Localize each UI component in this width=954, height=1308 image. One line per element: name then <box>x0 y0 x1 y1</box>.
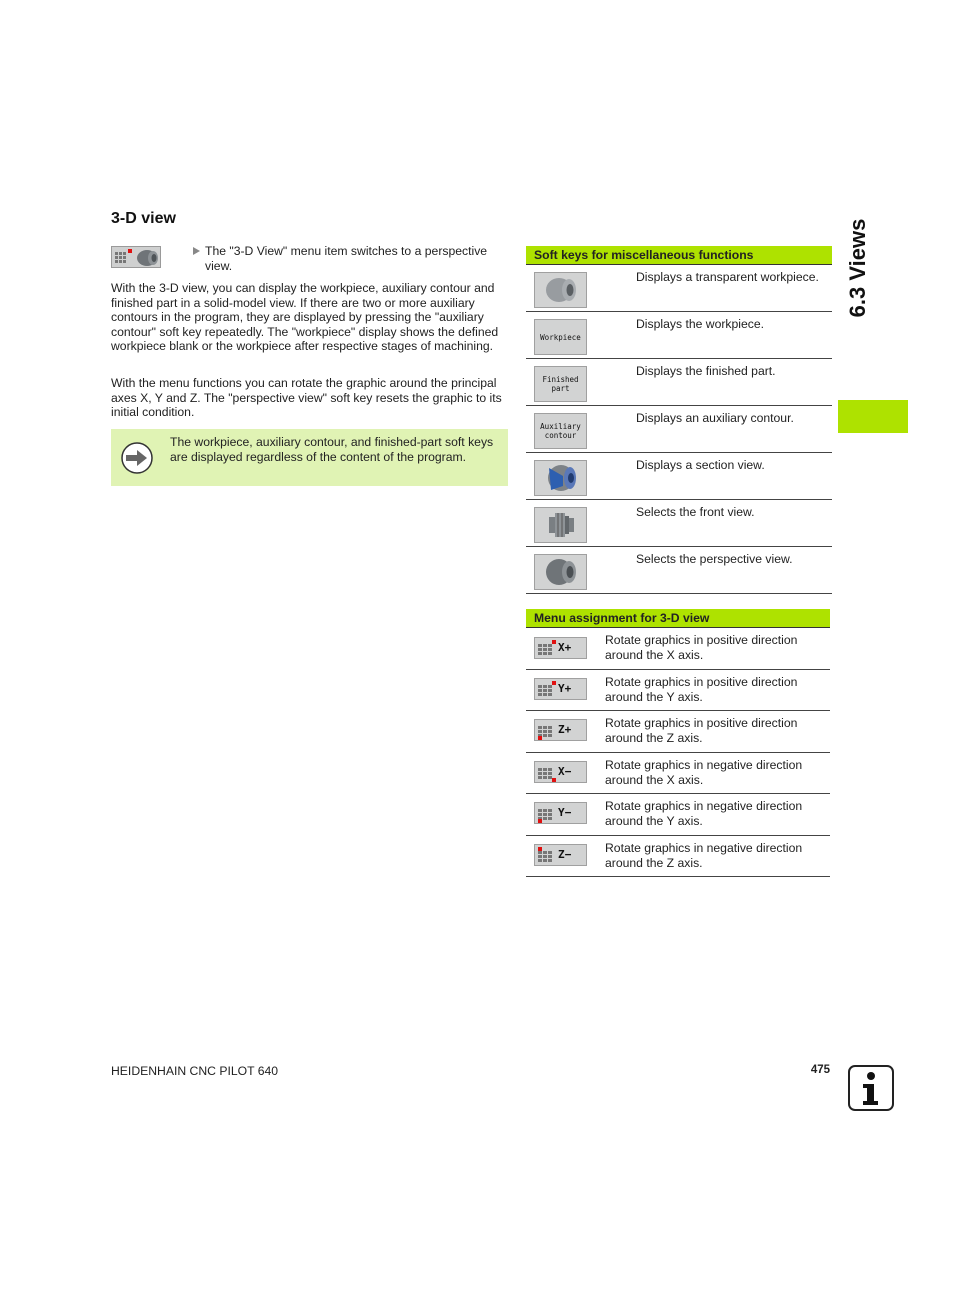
row-text: Rotate graphics in positive direction around the X axis. <box>605 633 798 662</box>
row-text: Rotate graphics in negative direction around the X axis. <box>605 758 803 787</box>
softkey-caption: Workpiece <box>540 332 581 342</box>
chapter-tab-marker <box>838 400 908 433</box>
section-title: 3-D view <box>111 210 176 227</box>
softkeys-table-header: Soft keys for miscellaneous functions <box>526 246 832 265</box>
row-text: Displays an auxiliary contour. <box>636 411 794 425</box>
note-text: The workpiece, auxiliary contour, and finished-part soft keys are displayed regardless of the content of the program. <box>170 435 494 464</box>
row-text: Rotate graphics in positive direction around the Z axis. <box>605 716 798 745</box>
table-row <box>526 359 832 406</box>
table-row <box>526 628 830 670</box>
table-row <box>526 670 830 711</box>
row-text: Displays a transparent workpiece. <box>636 270 819 284</box>
auxiliary-contour-softkey-icon[interactable] <box>534 413 587 449</box>
bullet-triangle-icon <box>193 247 200 255</box>
table-row <box>526 753 830 794</box>
row-text: Selects the perspective view. <box>636 552 793 566</box>
perspective-view-icon[interactable] <box>534 554 587 590</box>
table-row <box>526 312 832 359</box>
arrow-right-icon <box>119 442 155 474</box>
finished-part-softkey-icon[interactable] <box>534 366 587 402</box>
menu-key-label: Z− <box>558 848 572 861</box>
row-text: Selects the front view. <box>636 505 755 519</box>
note-box <box>111 429 508 486</box>
paragraph-2: With the menu functions you can rotate the graphic around the principal axes X, Y and Z. The "perspective view" soft key resets the graphic to its initial condition. <box>111 376 502 419</box>
rotate-z-plus-icon[interactable] <box>534 719 587 741</box>
chapter-side-title-text: 6.3 Views <box>845 218 870 317</box>
paragraph-1: With the 3-D view, you can display the workpiece, auxiliary contour and finished part in a solid-model view. If there are two or more auxiliary contours in the program, they are displayed by pressing the "auxiliary contour" soft key repeatedly. The "workpiece" display shows the defined workpiece blank or the workpiece after respective stages of machining. <box>111 281 499 353</box>
rotate-z-minus-icon[interactable] <box>534 844 587 866</box>
table-row <box>526 547 832 594</box>
table-row <box>526 711 830 753</box>
front-view-icon[interactable] <box>534 507 587 543</box>
row-text: Displays the finished part. <box>636 364 776 378</box>
page-number: 475 <box>810 1064 830 1076</box>
footer-product: HEIDENHAIN CNC PILOT 640 <box>111 1064 279 1078</box>
softkeys-table <box>526 246 832 594</box>
row-text: Rotate graphics in positive direction around the Y axis. <box>605 675 798 704</box>
table-row <box>526 794 830 836</box>
table-row <box>526 265 832 312</box>
bullet-item <box>193 244 508 273</box>
section-view-icon[interactable] <box>534 460 587 496</box>
row-text: Displays the workpiece. <box>636 317 765 331</box>
workpiece-softkey-icon[interactable] <box>534 319 587 355</box>
table-row <box>526 500 832 547</box>
menu-table-header: Menu assignment for 3-D view <box>526 609 830 628</box>
rotate-x-plus-icon[interactable] <box>534 637 587 659</box>
table-row <box>526 836 830 877</box>
menu-key-label: Z+ <box>558 723 572 736</box>
row-text: Rotate graphics in negative direction around the Y axis. <box>605 799 803 828</box>
table-row <box>526 406 832 453</box>
3d-view-menu-icon <box>111 246 161 268</box>
transparent-workpiece-icon[interactable] <box>534 272 587 308</box>
chapter-side-title <box>838 210 878 325</box>
table-row <box>526 453 832 500</box>
rotate-y-plus-icon[interactable] <box>534 678 587 700</box>
row-text: Rotate graphics in negative direction around the Z axis. <box>605 841 803 870</box>
menu-key-label: Y− <box>558 806 572 819</box>
rotate-y-minus-icon[interactable] <box>534 802 587 824</box>
softkey-caption: Finished part <box>542 375 579 393</box>
softkey-caption: Auxiliary contour <box>540 422 581 440</box>
menu-key-label: Y+ <box>558 682 572 695</box>
menu-key-label: X− <box>558 765 572 778</box>
bullet-text: The "3-D View" menu item switches to a perspective view. <box>205 244 488 273</box>
rotate-x-minus-icon[interactable] <box>534 761 587 783</box>
row-text: Displays a section view. <box>636 458 765 472</box>
menu-key-label: X+ <box>558 641 572 654</box>
menu-assignment-table <box>526 609 830 877</box>
info-icon <box>848 1065 894 1111</box>
